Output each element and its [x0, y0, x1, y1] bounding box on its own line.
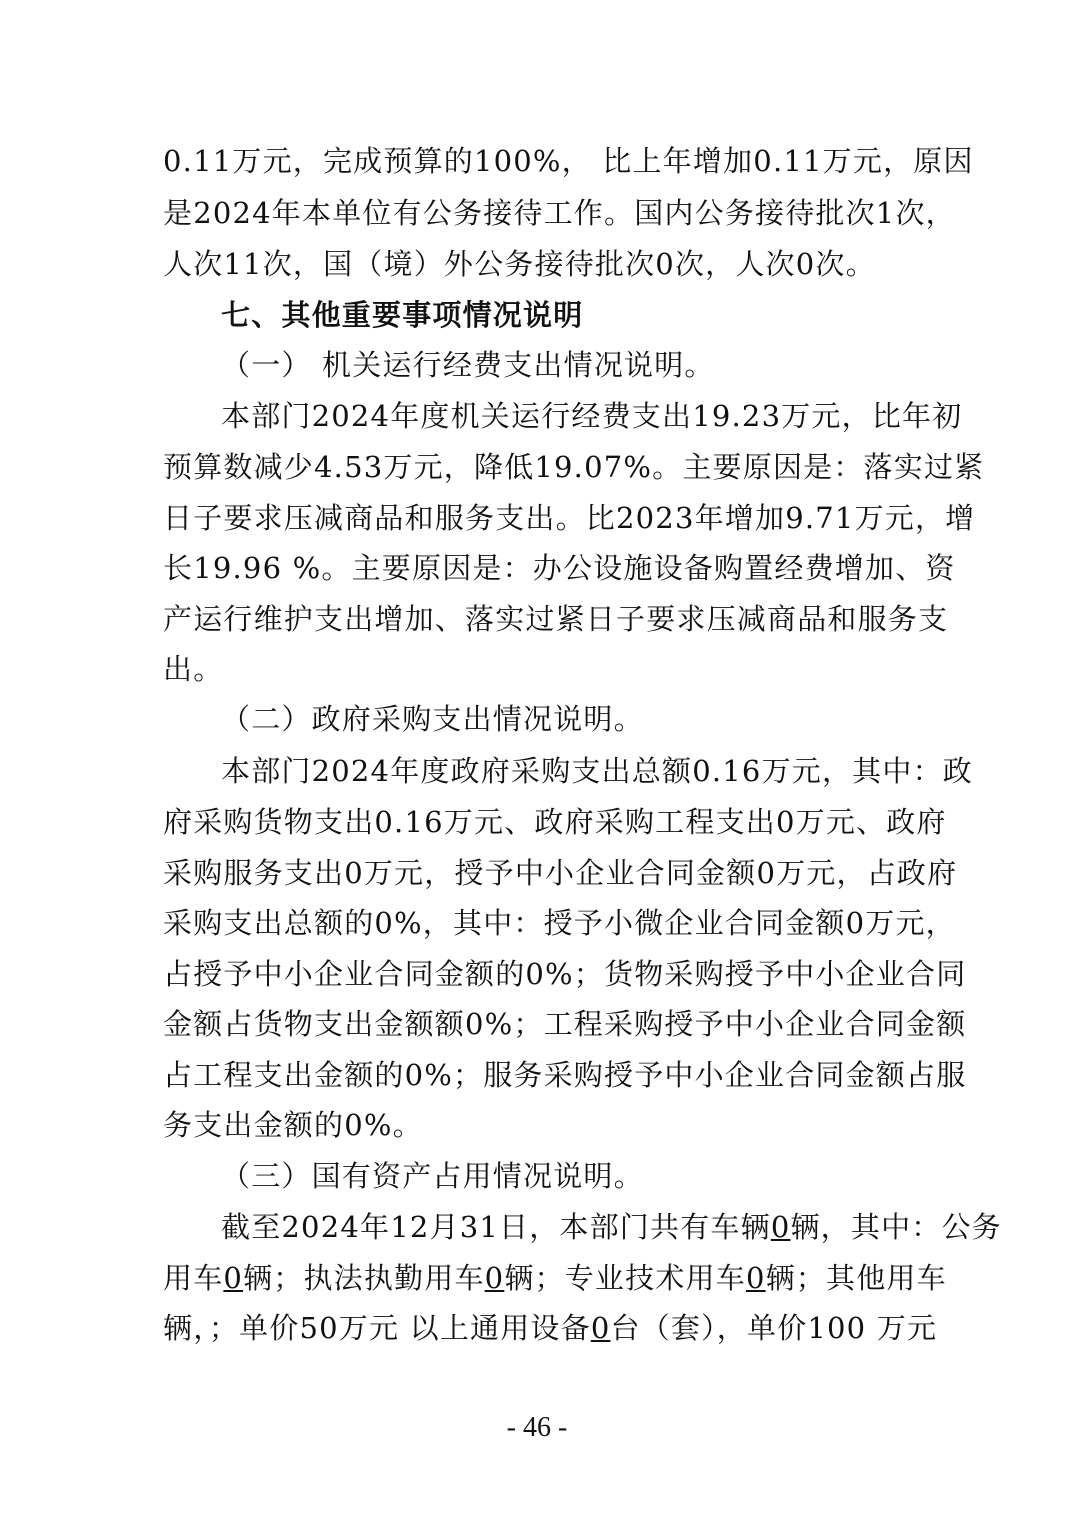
technical-vehicle-count: 0: [745, 1261, 766, 1295]
paragraph-line: [221, 1202, 1002, 1252]
vehicle-count-total: 0: [770, 1210, 791, 1244]
paragraph-line: 采购服务支出0万元，授予中小企业合同金额0万元，占政府: [163, 856, 958, 890]
paragraph-line: 采购支出总额的0%，其中：授予小微企业合同金额0万元，: [163, 906, 956, 940]
official-vehicle-count: 0: [223, 1261, 244, 1295]
paragraph-line: 本部门2024年度机关运行经费支出19.23万元，比年初: [221, 399, 963, 433]
subsection-heading: （一） 机关运行经费支出情况说明。: [221, 348, 715, 382]
paragraph-line: 长19.96 %。主要原因是：办公设施设备购置经费增加、资: [163, 551, 956, 585]
text-segment: 辆，；单价50万元 以上通用设备: [163, 1311, 591, 1345]
text-segment: 辆；其他用车: [765, 1261, 947, 1295]
text-segment: 用车: [163, 1261, 224, 1295]
paragraph-line: 本部门2024年度政府采购支出总额0.16万元，其中：政: [221, 754, 973, 788]
paragraph-line: 占工程支出金额的0%；服务采购授予中小企业合同金额占服: [163, 1058, 967, 1092]
paragraph-line: 产运行维护支出增加、落实过紧日子要求压减商品和服务支: [163, 602, 949, 636]
page-number: - 46 -: [506, 1412, 568, 1443]
paragraph-line: 务支出金额的0%。: [163, 1108, 423, 1142]
text-segment: 辆，其中：公务: [790, 1210, 1002, 1244]
paragraph-line: 预算数减少4.53万元，降低19.07%。主要原因是：落实过紧: [163, 450, 985, 484]
paragraph-line: 人次11次，国（境）外公务接待批次0次，人次0次。: [163, 247, 876, 281]
subsection-heading: （三）国有资产占用情况说明。: [221, 1159, 644, 1193]
paragraph-line: 0.11万元，完成预算的100%， 比上年增加0.11万元，原因: [163, 144, 974, 178]
section-heading: 七、其他重要事项情况说明: [221, 298, 584, 332]
paragraph-line: 占授予中小企业合同金额的0%；货物采购授予中小企业合同: [163, 957, 967, 991]
subsection-heading: （二）政府采购支出情况说明。: [221, 702, 644, 736]
paragraph-line: 金额占货物支出金额额0%；工程采购授予中小企业合同金额: [163, 1007, 967, 1041]
paragraph-line: 是2024年本单位有公务接待工作。国内公务接待批次1次，: [163, 196, 956, 230]
text-segment: 台（套），单价100 万元: [610, 1311, 938, 1345]
law-enforcement-vehicle-count: 0: [484, 1261, 505, 1295]
equipment-count: 0: [590, 1311, 611, 1345]
text-segment: 截至2024年12月31日，本部门共有车辆: [221, 1210, 771, 1244]
paragraph-line: 府采购货物支出0.16万元、政府采购工程支出0万元、政府: [163, 805, 947, 839]
text-segment: 辆；专业技术用车: [504, 1261, 746, 1295]
paragraph-line: [163, 1253, 947, 1303]
paragraph-line: [163, 1303, 938, 1353]
paragraph-line: 出。: [163, 652, 224, 686]
text-segment: 辆；执法执勤用车: [243, 1261, 485, 1295]
paragraph-line: 日子要求压减商品和服务支出。比2023年增加9.71万元，增: [163, 501, 976, 535]
